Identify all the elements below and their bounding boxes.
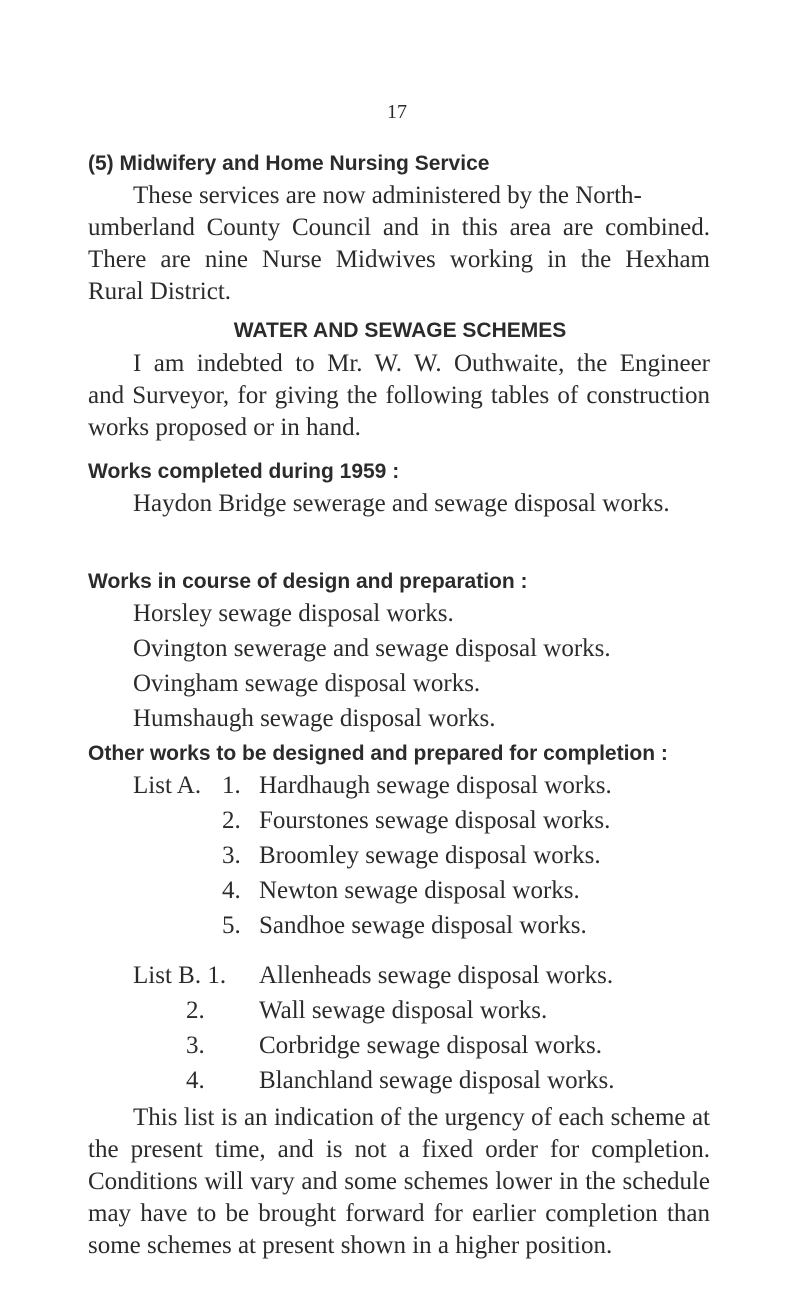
list-item: Horsley sewage disposal works. xyxy=(133,600,454,627)
list-item xyxy=(186,1065,614,1097)
paragraph-line: umberland County Council and in this area are combined. xyxy=(88,214,710,241)
paragraph-line: There are nine Nurse Midwives working in the Hexham xyxy=(88,246,710,273)
item-text: Wall sewage disposal works. xyxy=(259,997,548,1024)
list-item: Haydon Bridge sewerage and sewage disposal works. xyxy=(133,490,670,517)
page-number: 17 xyxy=(387,101,407,123)
paragraph-line: This list is an indication of the urgency of each scheme at xyxy=(133,1104,710,1131)
paragraph-line: works proposed or in hand. xyxy=(88,414,361,441)
list-item xyxy=(222,875,580,907)
list-item: Ovingham sewage disposal works. xyxy=(133,670,481,697)
list-item xyxy=(222,805,610,837)
list-a-label: List A. xyxy=(133,772,202,799)
list-item xyxy=(222,770,612,802)
list-item xyxy=(186,995,547,1027)
item-number: 1. xyxy=(222,772,241,799)
paragraph-line: may have to be brought forward for earlier completion than xyxy=(88,1200,710,1227)
list-item xyxy=(222,910,587,942)
paragraph-line: I am indebted to Mr. W. W. Outhwaite, the Engineer xyxy=(133,350,710,377)
item-number: 4. xyxy=(186,1067,205,1094)
paragraph-line: Conditions will vary and some schemes lower in the schedule xyxy=(88,1168,710,1195)
item-number: 2. xyxy=(186,997,205,1024)
list-b-label: List B. 1. xyxy=(133,962,227,989)
item-number: 2. xyxy=(222,807,241,834)
list-item xyxy=(222,840,601,872)
item-text: Fourstones sewage disposal works. xyxy=(259,807,611,834)
item-number: 5. xyxy=(222,912,241,939)
item-text: Sandhoe sewage disposal works. xyxy=(259,912,587,939)
other-works-heading: Other works to be designed and prepared for completion : xyxy=(88,742,668,765)
item-number: 3. xyxy=(222,842,241,869)
item-text: Broomley sewage disposal works. xyxy=(259,842,601,869)
list-item: Allenheads sewage disposal works. xyxy=(259,962,614,989)
item-text: Hardhaugh sewage disposal works. xyxy=(259,772,612,799)
paragraph-line: These services are now administered by the North- xyxy=(133,182,642,209)
design-works-heading: Works in course of design and preparation : xyxy=(88,570,528,593)
paragraph-line: the present time, and is not a fixed order for completion. xyxy=(88,1136,710,1163)
list-item: Humshaugh sewage disposal works. xyxy=(133,705,496,732)
list-item: Ovington sewerage and sewage disposal works. xyxy=(133,635,611,662)
item-text: Corbridge sewage disposal works. xyxy=(259,1032,602,1059)
paragraph-line: and Surveyor, for giving the following tables of construction xyxy=(88,382,710,409)
paragraph-line: some schemes at present shown in a higher position. xyxy=(88,1232,613,1259)
item-number: 3. xyxy=(186,1032,205,1059)
list-item xyxy=(186,1030,602,1062)
paragraph-line: Rural District. xyxy=(88,278,232,305)
item-text: Newton sewage disposal works. xyxy=(259,877,580,904)
completed-works-heading: Works completed during 1959 : xyxy=(88,460,400,483)
section-heading-water-sewage: WATER AND SEWAGE SCHEMES xyxy=(233,319,567,342)
item-number: 4. xyxy=(222,877,241,904)
item-text: Blanchland sewage disposal works. xyxy=(259,1067,615,1094)
section-heading-midwifery: (5) Midwifery and Home Nursing Service xyxy=(88,152,490,175)
